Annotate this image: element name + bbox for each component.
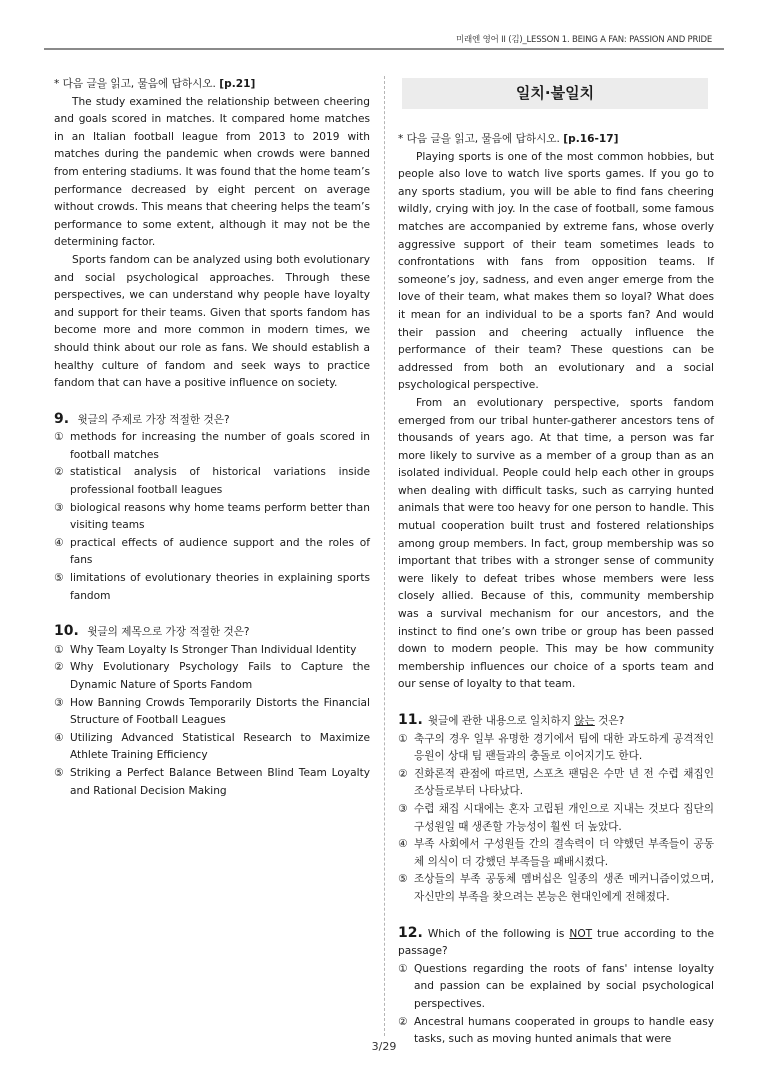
question-11 [398, 712, 714, 907]
option-marker: ② [398, 1015, 408, 1028]
question-emphasis: 않는 [574, 715, 595, 727]
answer-option[interactable] [398, 961, 714, 1014]
option-text: 진화론적 관점에 따르면, 스포츠 팬덤은 수만 년 전 수렵 채집인 조상들로부터 나타났다. [414, 767, 714, 798]
question-text: 윗글에 관한 내용으로 일치하지 [427, 715, 575, 727]
option-text: statistical analysis of historical variations inside professional football leagues [70, 466, 370, 497]
question-number: 12. [398, 924, 423, 941]
option-text: 조상들의 부족 공동체 멤버십은 일종의 생존 메커니즘이었으며, 자신만의 부족을 찾으려는 본능은 현대인에게 전해졌다. [414, 873, 714, 903]
column-divider [384, 76, 385, 1036]
question-emphasis: NOT [569, 927, 593, 940]
passage-instruction [54, 76, 370, 94]
question-stem [54, 623, 370, 642]
instruction-text: * 다음 글을 읽고, 물음에 답하시오. [398, 133, 560, 145]
left-column [54, 76, 370, 800]
question-10 [54, 623, 370, 800]
question-stem [398, 925, 714, 961]
question-text-end: 것은? [594, 715, 625, 727]
answer-option[interactable] [54, 570, 370, 605]
option-text: Striking a Perfect Balance Between Blind Team Loyalty and Rational Decision Making [70, 766, 370, 797]
answer-option[interactable] [398, 731, 714, 766]
page-header: 미래엔 영어 II (김)_LESSON 1. BEING A FAN: PASSION AND PRIDE [456, 35, 712, 45]
page-reference: [p.16-17] [563, 133, 619, 145]
answer-option[interactable] [54, 730, 370, 765]
option-marker: ③ [398, 802, 408, 815]
option-text: Utilizing Advanced Statistical Research to Maximize Athlete Training Efficiency [70, 731, 370, 762]
answer-option[interactable] [398, 836, 714, 871]
question-text-end: true according to the passage? [398, 927, 714, 958]
option-text: limitations of evolutionary theories in explaining sports fandom [70, 572, 370, 602]
answer-option[interactable] [54, 642, 370, 660]
option-marker: ① [54, 431, 64, 444]
passage-paragraph: The study examined the relationship between cheering and goals scored in matches. It compared home matches in an Italian football league from 2013 to 2019 with matches during the pandemic when crowds were banned from entering stadiums. It was found that the home team’s performance decreased by eight percent on average without crowds. This means that cheering helps the team’s performance to some extent, although it may not be the determining factor. [54, 95, 370, 249]
question-number: 11. [398, 712, 423, 728]
option-text: biological reasons why home teams perform better than visiting teams [70, 501, 370, 532]
option-marker: ① [398, 962, 408, 975]
option-text: Questions regarding the roots of fans' intense loyalty and passion can be explained by social psychological perspectives. [414, 962, 714, 1010]
option-marker: ① [398, 732, 408, 745]
option-marker: ② [398, 767, 408, 780]
question-text: 윗글의 제목으로 가장 적절한 것은? [87, 626, 250, 639]
option-text: methods for increasing the number of goals scored in football matches [70, 431, 370, 461]
answer-option[interactable] [398, 801, 714, 836]
question-9 [54, 411, 370, 606]
option-marker: ② [54, 466, 64, 479]
instruction-text: * 다음 글을 읽고, 물음에 답하시오. [54, 78, 216, 90]
option-text: How Banning Crowds Temporarily Distorts the Financial Structure of Football Leagues [70, 696, 370, 727]
option-marker: ⑤ [54, 766, 64, 779]
question-number: 9. [54, 410, 70, 427]
option-text: practical effects of audience support and the roles of fans [70, 536, 370, 567]
answer-option[interactable] [398, 871, 714, 906]
option-marker: ⑤ [398, 873, 408, 886]
question-12 [398, 925, 714, 1049]
option-marker: ④ [398, 838, 408, 851]
page-reference: [p.21] [219, 78, 256, 90]
right-column [398, 76, 714, 1049]
answer-option[interactable] [54, 464, 370, 499]
answer-option[interactable] [54, 500, 370, 535]
answer-option[interactable] [54, 429, 370, 464]
page-number: 3/29 [371, 1040, 397, 1053]
passage-paragraph: From an evolutionary perspective, sports fandom emerged from our tribal hunter-gatherer ancestors tens of thousands of years ago. At that time, a person was far more likely to survive as a member of a group than as an isolated individual. People could help each other in groups when dealing with difficult tasks, such as carrying hunted animals that were too heavy for one person to handle. This mutual cooperation built trust and fostered relationships among group members. In fact, group membership was so important that tribes with a stronger sense of community were likely to defeat tribes whose members were less closely allied. Because of this, community membership was a survival mechanism for our ancestors, and the instinct to find one’s own tribe or group has been passed down to modern people. This may be how community membership influences our choice of a sports team and our sense of loyalty to that team. [398, 396, 714, 691]
option-marker: ③ [54, 501, 64, 514]
question-stem [54, 411, 370, 430]
option-text: 수렵 채집 시대에는 혼자 고립된 개인으로 지내는 것보다 집단의 구성원일 때 생존할 가능성이 훨씬 더 높았다. [414, 802, 714, 833]
passage-paragraph: Sports fandom can be analyzed using both evolutionary and social psychological approaches. Through these perspectives, we can understand why people have loyalty and support for their teams. Given that sports fandom has become more and more common in modern times, we should think about our role as fans. We should establish a healthy culture of fandom and seek ways to practice fandom that can have a positive influence on society. [54, 253, 370, 390]
option-marker: ⑤ [54, 572, 64, 585]
answer-option[interactable] [54, 659, 370, 694]
answer-option[interactable] [54, 695, 370, 730]
option-text: Ancestral humans cooperated in groups to handle easy tasks, such as moving hunted animals that were [414, 1015, 714, 1046]
option-marker: ④ [54, 731, 64, 744]
option-text: Why Team Loyalty Is Stronger Than Individual Identity [70, 643, 357, 656]
option-text: 부족 사회에서 구성원들 간의 결속력이 더 약했던 부족들이 공동체 의식이 더 강했던 부족들을 패배시켰다. [414, 838, 714, 868]
option-marker: ② [54, 661, 64, 674]
question-stem [398, 712, 714, 731]
section-title: 일치·불일치 [402, 78, 708, 109]
passage-instruction [398, 131, 714, 149]
option-text: Why Evolutionary Psychology Fails to Capture the Dynamic Nature of Sports Fandom [70, 661, 370, 691]
option-marker: ④ [54, 536, 64, 549]
header-rule [44, 48, 724, 50]
option-text: 축구의 경우 일부 유명한 경기에서 팀에 대한 과도하게 공격적인 응원이 상대 팀 팬들과의 충돌로 이어지기도 한다. [414, 732, 714, 763]
answer-option[interactable] [398, 766, 714, 801]
question-number: 10. [54, 623, 79, 640]
answer-option[interactable] [54, 535, 370, 570]
passage-paragraph: Playing sports is one of the most common hobbies, but people also love to watch live sports games. If you go to any sports stadium, you will be able to find fans cheering wildly, crying with joy. In the case of football, some famous matches are accompanied by extreme fans, whose overly aggressive support of their team sometimes leads to confrontations with fans from opposition teams. If someone’s joy, sadness, and even anger emerge from the love of their team, what makes them so loyal? What does it mean for an individual to be a sports fan? And would their passion and cheering actually influence the performance of their team? These questions can be addressed from both an evolutionary and a social psychological perspective. [398, 150, 714, 392]
question-text: 윗글의 주제로 가장 적절한 것은? [77, 413, 230, 426]
option-marker: ① [54, 643, 64, 656]
option-marker: ③ [54, 696, 64, 709]
answer-option[interactable] [54, 765, 370, 800]
question-text: Which of the following is [427, 927, 570, 940]
